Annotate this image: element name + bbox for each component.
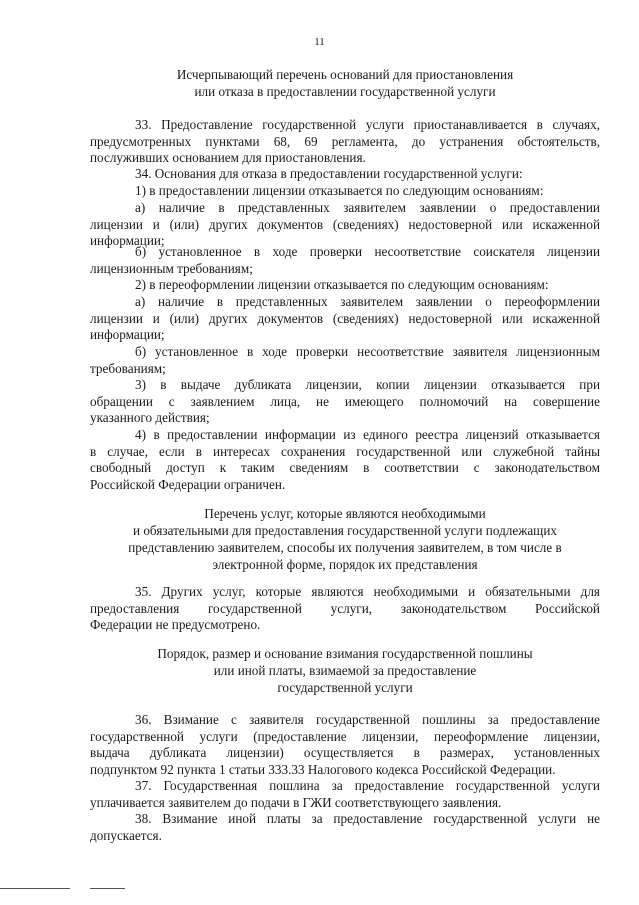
heading-line: Исчерпывающий перечень оснований для приостановления (176, 67, 514, 82)
paragraph-34-2-a (90, 294, 600, 344)
text-line: послуживших основанием для приостановления. (90, 150, 366, 166)
paragraph-35 (90, 584, 600, 634)
paragraph-34-4 (90, 427, 600, 493)
page-number: 11 (314, 36, 325, 48)
text-line: б) установленное в ходе проверки несоответствие соискателя лицензии (135, 244, 600, 259)
text-line: подпунктом 92 пункта 1 статьи 333.33 Налогового кодекса Российской Федерации. (90, 761, 556, 777)
text-line: а) наличие в представленных заявителем заявлении о переоформлении (135, 294, 600, 309)
heading-line: и обязательными для предоставления государственной услуги подлежащих (132, 523, 557, 538)
text-line: 38. Взимание иной платы за предоставление государственной услуги не (135, 811, 600, 826)
text-line: 33. Предоставление государственной услуги приостанавливается в случаях, (135, 117, 600, 132)
text-line: 35. Других услуг, которые являются необходимыми и обязательными для (135, 584, 600, 599)
heading-state-fee (90, 645, 600, 696)
text-line: уплачивается заявителем до подачи в ГЖИ соответствующего заявления. (90, 794, 502, 810)
text-line: предоставления государственной услуги, законодательством Российской (90, 600, 600, 616)
paragraph-34-2-b (90, 344, 600, 377)
heading-line: государственной услуги (277, 680, 413, 695)
text-line: в случае, если в интересах сохранения государственной или служебной тайны (90, 443, 600, 459)
paragraph-34 (90, 166, 600, 183)
text-line: информации; (90, 327, 165, 343)
text-line: информации; (90, 233, 165, 249)
text-line: 2) в переоформлении лицензии отказывается по следующим основаниям: (135, 277, 549, 292)
paragraph-34-1 (90, 183, 600, 200)
heading-line: Порядок, размер и основание взимания государственной пошлины (157, 646, 533, 661)
text-line: государственной услуги (предоставление лицензии, переоформление лицензии, (90, 728, 600, 744)
text-line: лицензии и (или) других документов (сведениях) недостоверной или искаженной (90, 310, 600, 326)
paragraph-37 (90, 778, 600, 811)
paragraph-33 (90, 117, 600, 167)
text-line: выдача дубликата лицензии) осуществляется в размерах, установленных (90, 745, 600, 761)
heading-line: электронной форме, порядок их представления (212, 557, 478, 572)
heading-line: или отказа в предоставлении государственной услуги (194, 84, 496, 99)
text-line: свободный доступ к таким сведениям в соответствии с законодательством (90, 460, 600, 476)
heading-line: или иной платы, взимаемой за предоставление (213, 663, 477, 678)
text-line: 36. Взимание с заявителя государственной пошлины за предоставление (135, 712, 600, 727)
text-line: предусмотренных пунктами 68, 69 регламента, до устранения обстоятельств, (90, 133, 600, 149)
text-line: 4) в предоставлении информации из единого реестра лицензий отказывается (135, 427, 600, 442)
text-line: 34. Основания для отказа в предоставлении государственной услуги: (135, 166, 523, 181)
paragraph-34-1-a (90, 200, 600, 250)
footer-rule (90, 888, 125, 889)
text-line: лицензионным требованиям; (90, 260, 253, 276)
text-line: требованиям; (90, 360, 166, 376)
text-line: обращении с заявлением лица, не имеющего полномочий на совершение (90, 393, 600, 409)
text-line: указанного действия; (90, 410, 210, 426)
heading-line: представлению заявителем, способы их получения заявителем, в том числе в (128, 540, 562, 555)
paragraph-34-3 (90, 377, 600, 427)
text-line: 37. Государственная пошлина за предоставление государственной услуги (135, 778, 600, 793)
text-line: а) наличие в представленных заявителем заявлении о предоставлении (135, 200, 600, 215)
paragraph-36 (90, 712, 600, 778)
text-line: лицензии и (или) других документов (сведениях) недостоверной или искаженной (90, 216, 600, 232)
heading-suspension-grounds (90, 66, 600, 100)
paragraph-38 (90, 811, 600, 844)
paragraph-34-2 (90, 277, 600, 294)
text-line: Федерации не предусмотрено. (90, 617, 261, 633)
text-line: 3) в выдаче дубликата лицензии, копии лицензии отказывается при (135, 377, 600, 392)
text-line: Российской Федерации ограничен. (90, 476, 286, 492)
text-line: допускается. (90, 827, 162, 843)
text-line: 1) в предоставлении лицензии отказывается по следующим основаниям: (135, 183, 544, 198)
text-line: б) установленное в ходе проверки несоответствие заявителя лицензионным (135, 344, 600, 359)
footer-rule (0, 888, 70, 889)
heading-line: Перечень услуг, которые являются необходимыми (204, 506, 486, 521)
paragraph-34-1-b (90, 244, 600, 277)
heading-required-services (90, 505, 600, 573)
